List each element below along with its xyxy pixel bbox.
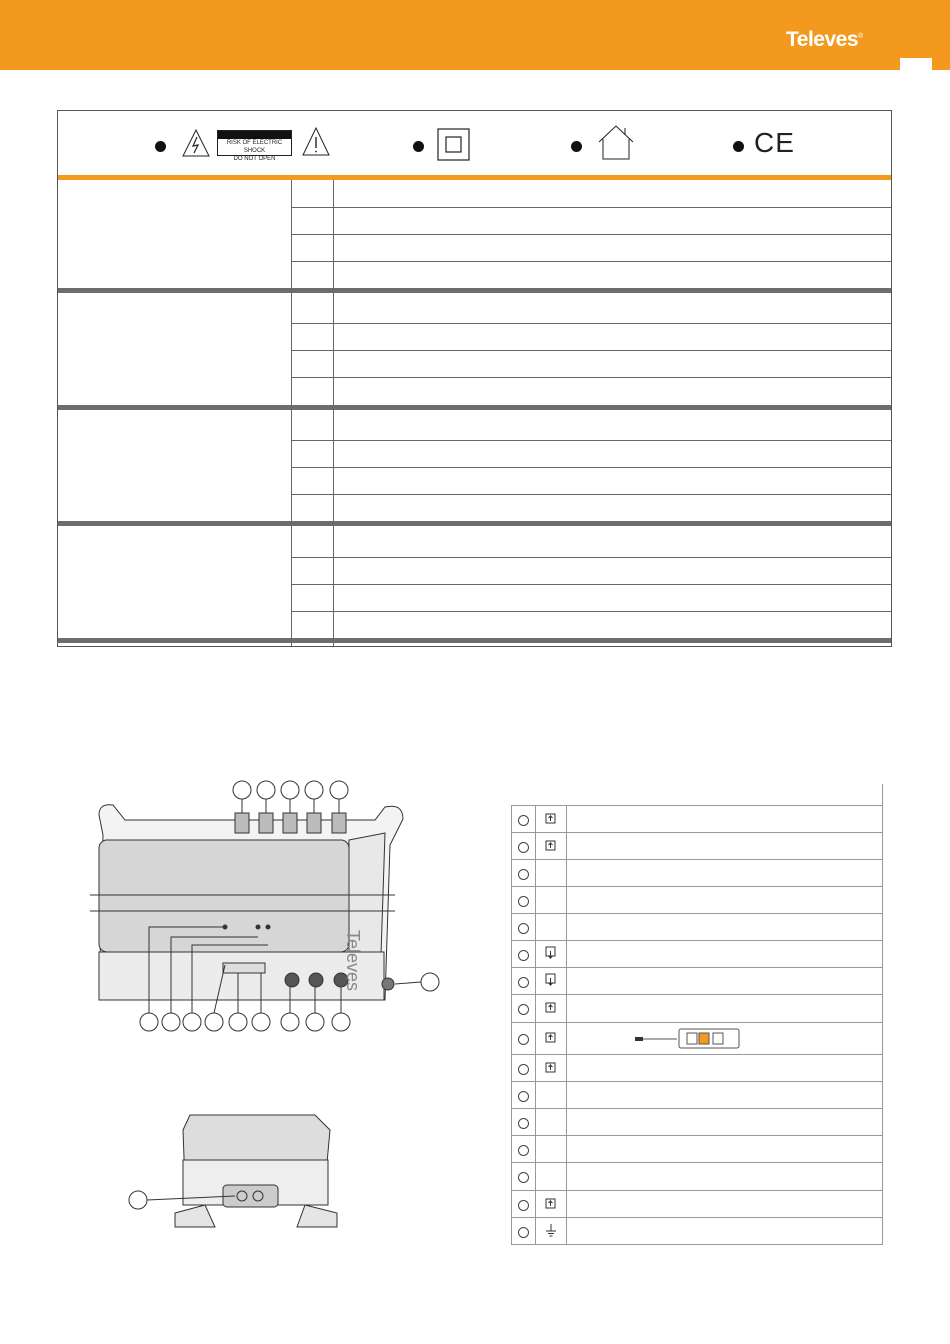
input-icon [545, 1196, 556, 1214]
row-divider [291, 611, 891, 612]
table-border [882, 805, 883, 1245]
connector-table [511, 784, 883, 1245]
row-divider [291, 207, 891, 208]
double-insulation-icon [437, 128, 470, 161]
shock-warning-label: RISK OF ELECTRIC SHOCK DO NOT OPEN [217, 130, 292, 156]
input-icon [545, 1060, 556, 1078]
row-divider [291, 584, 891, 585]
input-icon [545, 1030, 556, 1048]
row-divider [291, 323, 891, 324]
row-divider [291, 494, 891, 495]
device-side-diagram [125, 1105, 355, 1235]
group-separator [58, 638, 891, 643]
input-icon [545, 838, 556, 856]
row-divider [291, 377, 891, 378]
bullet [155, 141, 166, 152]
device-front-diagram [85, 775, 455, 1035]
safety-symbol-row [58, 111, 891, 175]
column-divider [333, 180, 334, 646]
device-logo-emboss: Televes [343, 930, 363, 992]
bullet [571, 141, 582, 152]
lightning-triangle-icon [181, 128, 211, 158]
row-divider [291, 440, 891, 441]
orange-divider [58, 175, 891, 180]
group-separator [58, 405, 891, 410]
bullet [413, 141, 424, 152]
row-divider [291, 467, 891, 468]
group-separator [58, 288, 891, 293]
row-divider [291, 557, 891, 558]
exclamation-triangle-icon [301, 126, 331, 157]
input-icon [545, 811, 556, 829]
group-separator [58, 521, 891, 526]
table-border [566, 805, 567, 1245]
table-border [882, 784, 883, 806]
programmer-connector-icon [635, 1028, 740, 1050]
ce-mark-icon: CE [754, 127, 795, 158]
brand-logo: Televes® [786, 28, 863, 51]
row-divider [291, 261, 891, 262]
table-border [535, 805, 536, 1245]
header-notch [900, 58, 932, 70]
output-icon [545, 946, 556, 965]
ground-icon [545, 1223, 556, 1242]
safety-table [57, 110, 892, 647]
bullet [733, 141, 744, 152]
input-icon [545, 1000, 556, 1018]
row-divider [291, 350, 891, 351]
row-divider [291, 234, 891, 235]
table-border [511, 805, 512, 1245]
indoor-house-icon [596, 124, 636, 161]
column-divider [291, 180, 292, 646]
output-icon [545, 973, 556, 992]
